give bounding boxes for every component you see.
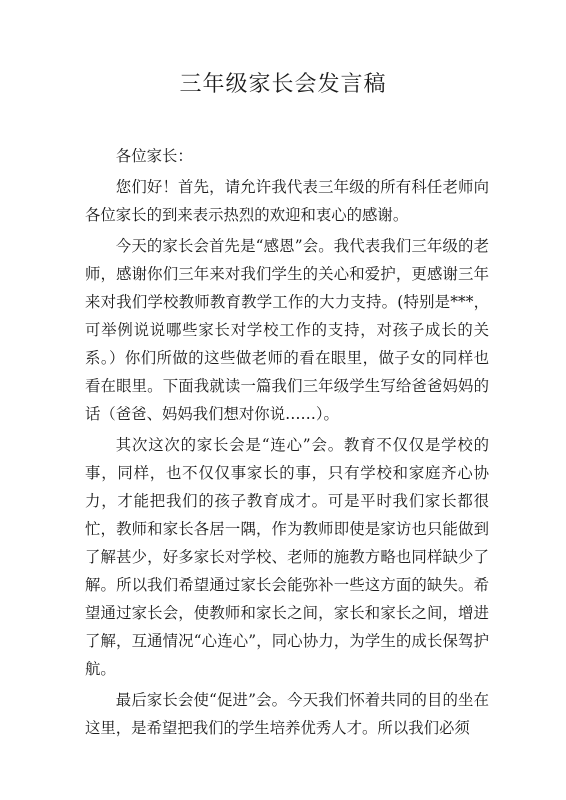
document-body bbox=[85, 142, 489, 742]
paragraph-gratitude: 今天的家长会首先是“感恩”会。我代表我们三年级的老师，感谢你们三年来对我们学生的关心和爱护，更感谢三年来对我们学校教师教育教学工作的大力支持。(特别是***，可举例说说哪些家长对学校工作的支持，对孩子成长的关系。）你们所做的这些做老师的看在眼里，做子女的同样也看在眼里。下面我就读一篇我们三年级学生写给爸爸妈妈的话（爸爸、妈妈我们想对你说……）。 bbox=[85, 237, 489, 423]
paragraph-welcome: 您们好！首先，请允许我代表三年级的所有科任老师向各位家长的到来表示热烈的欢迎和衷心的感谢。 bbox=[85, 178, 489, 224]
document-title: 三年级家长会发言稿 bbox=[179, 72, 387, 97]
paragraph-connection: 其次这次的家长会是“连心”会。教育不仅仅是学校的事，同样，也不仅仅事家长的事，只有学校和家庭齐心协力，才能把我们的孩子教育成才。可是平时我们家长都很忙，教师和家长各居一隅，作为教师即使是家访也只能做到了解甚少，好多家长对学校、老师的施教方略也同样缺少了解。所以我们希望通过家长会能弥补一些这方面的缺失。希望通过家长会，使教师和家长之间，家长和家长之间，增进了解，互通情况“心连心”，同心协力，为学生的成长保驾护航。 bbox=[85, 436, 489, 678]
greeting: 各位家长： bbox=[115, 147, 193, 165]
paragraph-promotion: 最后家长会使“促进”会。今天我们怀着共同的目的坐在这里，是希望把我们的学生培养优秀人才。所以我们必须 bbox=[85, 691, 489, 737]
